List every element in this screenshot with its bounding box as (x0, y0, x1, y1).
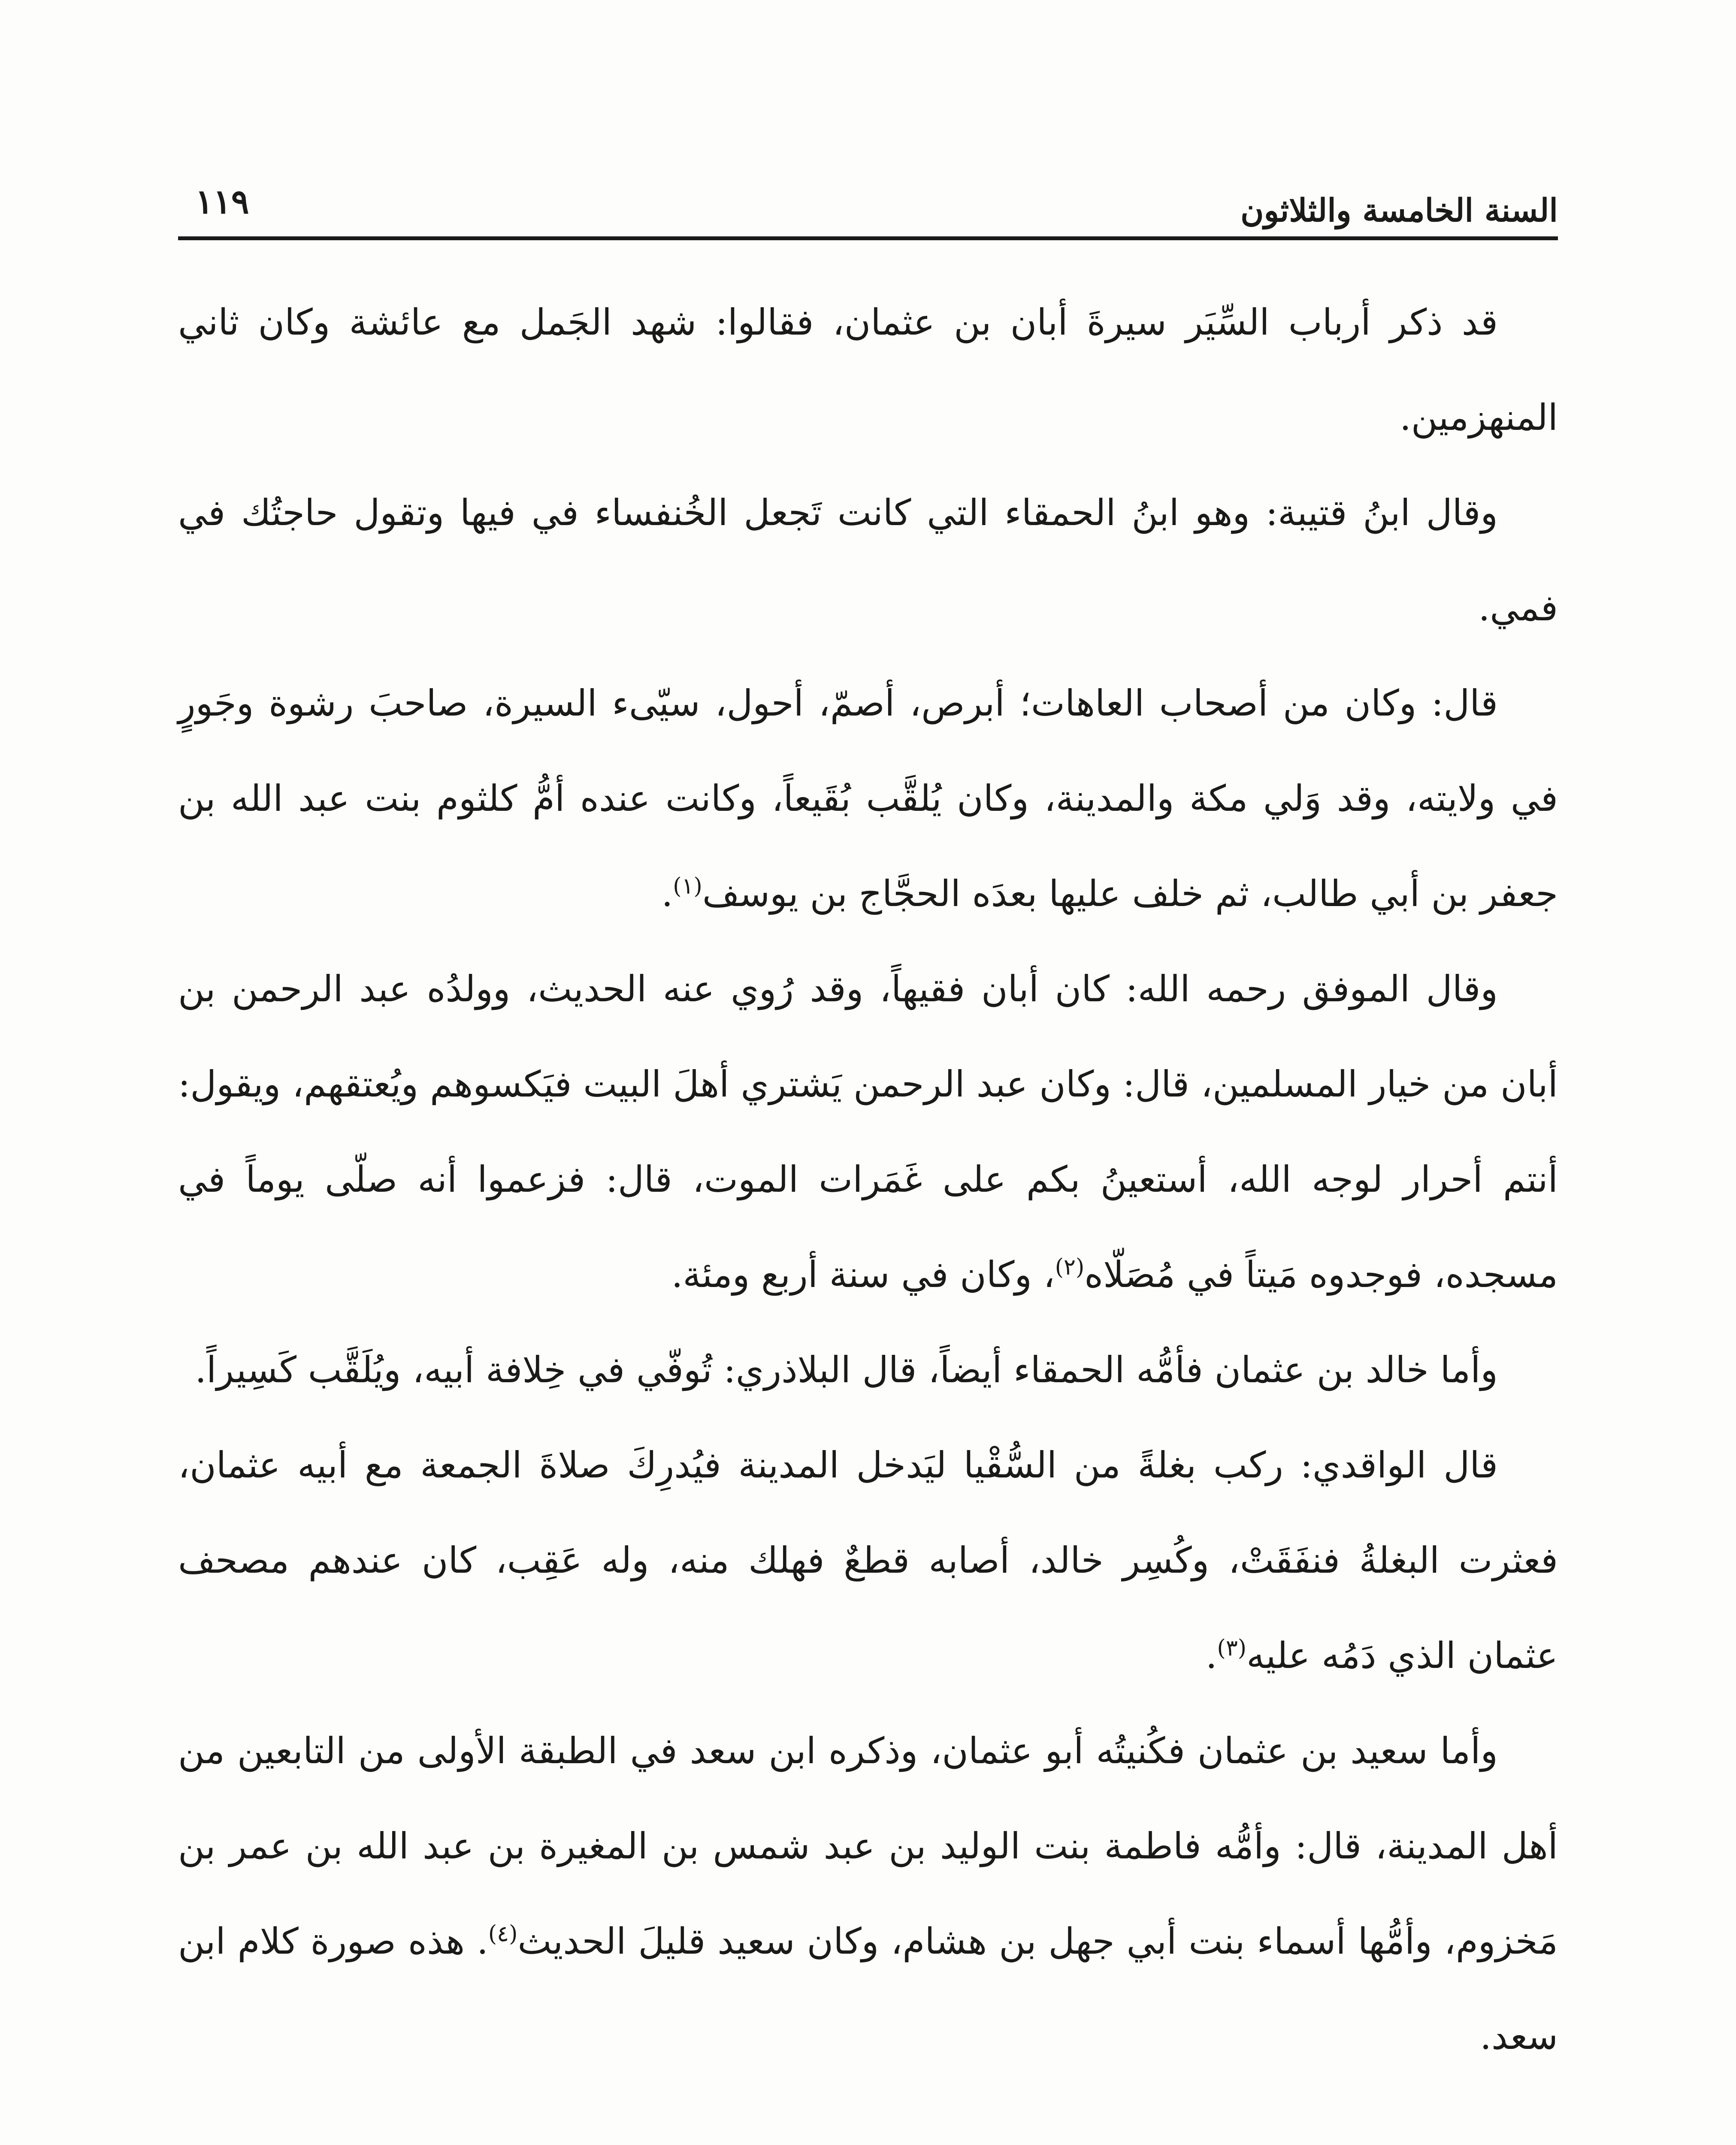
paragraph (178, 275, 1558, 465)
paragraph-text: وقال الموفق رحمه الله: كان أبان فقيهاً، وقد رُوي عنه الحديث، وولدُه عبد الرحمن بن أبان من خيار المسلمين، قال: وكان عبد الرحمن يَشتري أهلَ البيت فيَكسوهم ويُعتقهم، ويقول: أنتم أحرار لوجه الله، أستعينُ بكم على غَمَرات الموت، قال: فزعموا أنه صلّى يوماً في مسجده، فوجدوه مَيتاً في مُصَلّاه (178, 968, 1558, 1296)
footnote-reference: (٤) (488, 1921, 518, 1947)
body-text (178, 275, 1558, 2084)
paragraph-text: . (661, 873, 673, 915)
paragraph-text: قال: وكان من أصحاب العاهات؛ أبرص، أصمّ، أحول، سيّىء السيرة، صاحبَ رشوة وجَورٍ في ولايته، وقد وَلي مكة والمدينة، وكان يُلقَّب بُقَيعاً، وكانت عنده أمُّ كلثوم بنت عبد الله بن جعفر بن أبي طالب، ثم خلف عليها بعدَه الحجَّاج بن يوسف (178, 682, 1558, 915)
paragraph-text: . هذه صورة كلام ابن سعد. (178, 1920, 1558, 2057)
paragraph-text: وقال ابنُ قتيبة: وهو ابنُ الحمقاء التي كانت تَجعل الخُنفساء في فيها وتقول حاجتُك في فمي. (178, 492, 1558, 629)
footnote-reference: (٢) (1055, 1254, 1085, 1280)
footnote-reference: (٣) (1217, 1635, 1247, 1661)
paragraph (178, 1703, 1558, 2084)
running-head: السنة الخامسة والثلاثون (1240, 192, 1558, 229)
paragraph-text: وأما سعيد بن عثمان فكُنيتُه أبو عثمان، وذكره ابن سعد في الطبقة الأولى من التابعين من أهل المدينة، قال: وأمُّه فاطمة بنت الوليد بن عبد شمس بن المغيرة بن عبد الله بن عمر بن مَخزوم، وأمُّها أسماء بنت أبي جهل بن هشام، وكان سعيد قليلَ الحديث (178, 1730, 1558, 1962)
paragraph (178, 1417, 1558, 1703)
paragraph-text: وأما خالد بن عثمان فأمُّه الحمقاء أيضاً، قال البلاذري: تُوفّي في خِلافة أبيه، ويُلَقَّب كَسِيراً. (195, 1349, 1498, 1391)
paragraph (178, 465, 1558, 656)
paragraph (178, 1322, 1558, 1417)
page-number: ١١٩ (195, 182, 249, 221)
page-header (178, 154, 1558, 240)
paragraph-text: . (1205, 1634, 1217, 1677)
paragraph (178, 941, 1558, 1322)
paragraph-text: قد ذكر أرباب السِّيَر سيرةَ أبان بن عثمان، فقالوا: شهد الجَمل مع عائشة وكان ثاني المنهزمين. (178, 301, 1558, 438)
header-rule (178, 236, 1558, 240)
paragraph (178, 656, 1558, 941)
footnote-reference: (١) (673, 873, 702, 899)
paragraph-text: ، وكان في سنة أربع ومئة. (671, 1254, 1055, 1296)
paragraph-text: قال الواقدي: ركب بغلةً من السُّقْيا ليَدخل المدينة فيُدرِكَ صلاةَ الجمعة مع أبيه عثمان، فعثرت البغلةُ فنفَقَتْ، وكُسِر خالد، أصابه قطعٌ فهلك منه، وله عَقِب، كان عندهم مصحف عثمان الذي دَمُه عليه (178, 1444, 1558, 1677)
